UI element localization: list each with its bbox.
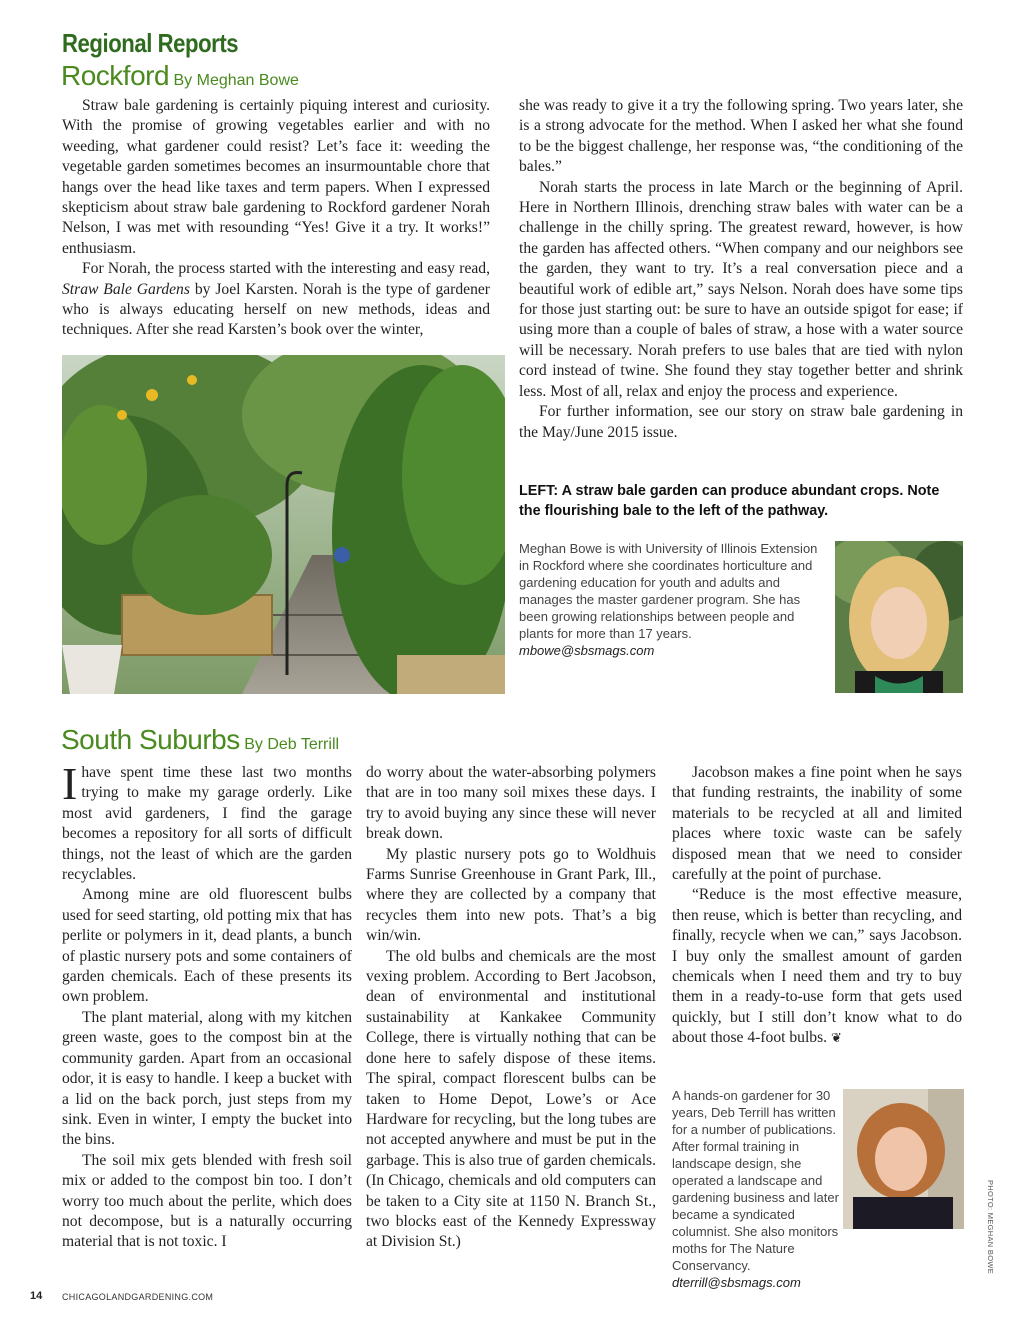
rockford-heading (61, 60, 299, 92)
south-suburbs-byline: By Deb Terrill (244, 736, 340, 753)
rockford-byline: By Meghan Bowe (173, 72, 299, 89)
book-title: Straw Bale Gardens (62, 280, 190, 298)
author-email: mbowe@sbsmags.com (519, 643, 655, 658)
paragraph: My plastic nursery pots go to Woldhuis Farms Sunrise Greenhouse in Grant Park, Ill., where they are collected by a company that recycles them into new pots. That’s a big win/win. (366, 845, 656, 945)
paragraph: The plant material, along with my kitchen green waste, goes to the compost bin at the community garden. Apart from an occasional odor, it is easy to handle. I keep a bucket with a lid on the back porch, just steps from my sink. Even in winter, I empty the bucket into the bins. (62, 1008, 352, 1149)
south-suburbs-heading (61, 724, 339, 756)
paragraph: “Reduce is the most effective measure, then reuse, which is better than recycling, and finally, recycle when we can,” says Jacobson. I buy only the smallest amount of garden chemicals when I need them and try to buy them in a ready-to-use form that gets used quickly, but I still don’t know what to do about those 4-foot bulbs. ❦ (672, 886, 962, 1047)
photo-caption: LEFT: A straw bale garden can produce abundant crops. Note the flourishing bale to the left of the pathway. (519, 483, 940, 519)
paragraph: she was ready to give it a try the following spring. Two years later, she is a strong advocate for the method. When I asked her what she found to be the biggest challenge, her response was, “the conditioning of the bales.” (519, 97, 963, 176)
paragraph: The old bulbs and chemicals are the most vexing problem. According to Bert Jacobson, dean of environmental and institutional sustainability at Kankakee Community College, there is virtually nothing that can be done here to safely dispose of these items. The spiral, compact florescent bulbs can be taken to Home Depot, Lowe’s or Ace Hardware for recycling, but the long tubes are not accepted anywhere and must be put in the garbage. This is also true of garden chemicals. (In Chicago, chemicals and old computers can be taken to a City site at 1150 N. Branch St., two blocks east of the Kennedy Expressway at Division St.) (366, 947, 656, 1251)
rockford-title: Rockford (61, 60, 170, 91)
headshot-illustration (843, 1089, 964, 1229)
drop-cap: I (62, 758, 78, 809)
headshot-illustration (835, 541, 963, 693)
south-column-1 (62, 758, 352, 1253)
paragraph: Ihave spent time these last two months trying to make my garage orderly. Like most avid gardeners, I find the garage becomes a repository for all sorts of difficult things, not the least of which are the garden recyclables. (62, 758, 352, 884)
paragraph: Among mine are old fluorescent bulbs used for seed starting, old potting mix that has perlite or polymers in it, dead plants, a bunch of plastic nursery pots and some containers of garden chemicals. Each of these presents its own problem. (62, 886, 352, 1006)
paragraph: Norah starts the process in late March or the beginning of April. Here in Northern Illinois, drenching straw bales with water can be a challenge in the chilly spring. The greatest reward, however, is how the garden has affected others. “When company and our neighbors see the garden, they want to try. It’s a real conversation piece and a beautiful work of edible art,” says Nelson. Norah does have some tips for those just starting out: be sure to have an outside spigot for ease; if using more than a couple of bales of straw, a hose with a water source will be necessary. Norah prefers to use bales that are tied with nylon cord instead of twine. She found they stay together better and shrink less. Most of all, relax and enjoy the process and experience. (519, 178, 963, 400)
end-mark-icon: ❦ (830, 1030, 842, 1046)
paragraph: do worry about the water-absorbing polymers that are in too many soil mixes these days. I try to avoid buying any since these will never break down. (366, 764, 656, 843)
paragraph: Straw bale gardening is certainly piquing interest and curiosity. With the promise of growing vegetables earlier and with no weeding, what gardener could resist? Let’s face it: weeding the vegetable garden sometimes becomes an insurmountable chore that hangs over the head like taxes and term papers. When I expressed skepticism about straw bale gardening to Rockford gardener Norah Nelson, I was met with resounding “Yes! Give it a try. It works!” enthusiasm. (62, 97, 490, 257)
photo-credit: PHOTO: MEGHAN BOWE (986, 1180, 995, 1275)
rockford-column-1 (62, 96, 490, 341)
page-number: 14 (30, 1290, 43, 1302)
author-bio-meghan: Meghan Bowe is with University of Illinois Extension in Rockford where she coordinates horticulture and gardening education for youth and adults and manages the master gardener program. She has been growing relationships between people and plants for more than 17 years. mbowe@sbsmags.com (519, 541, 818, 658)
author-email: dterrill@sbsmags.com (672, 1275, 801, 1290)
author-bio-deb: A hands-on gardener for 30 years, Deb Terrill has written for a number of publications. After formal training in landscape design, she operated a landscape and gardening business and later became a syndicated columnist. She also monitors moths for The Nature Conservancy. dterrill@sbsmags.com (672, 1088, 839, 1290)
deb-terrill-headshot (843, 1089, 964, 1229)
south-column-2 (366, 763, 656, 1253)
paragraph: Jacobson makes a fine point when he says that funding restraints, the inability of some materials to be recycled at all and limited places where toxic waste can be safely disposed mean that we need to consider carefully at the point of purchase. (672, 764, 962, 884)
rockford-column-2 (519, 96, 963, 443)
paragraph: For Norah, the process started with the interesting and easy read, Straw Bale Gardens by Joel Karsten. Norah is the type of gardener who is always educating herself on new methods, ideas and techniques. After she read Karsten’s book over the winter, (62, 260, 490, 339)
south-suburbs-title: South Suburbs (61, 724, 240, 755)
south-column-3 (672, 763, 962, 1049)
garden-photo-illustration (62, 355, 505, 694)
paragraph: The soil mix gets blended with fresh soil mix or added to the compost bin too. I don’t worry too much about the perlite, which does not decompose, but is a naturally occurring material that is not toxic. I (62, 1151, 352, 1251)
straw-bale-garden-photo (62, 355, 505, 694)
page-title: Regional Reports (62, 28, 239, 58)
meghan-bowe-headshot (835, 541, 963, 693)
site-url[interactable]: CHICAGOLANDGARDENING.COM (62, 1292, 214, 1302)
paragraph: For further information, see our story on straw bale gardening in the May/June 2015 issue. (519, 403, 963, 441)
